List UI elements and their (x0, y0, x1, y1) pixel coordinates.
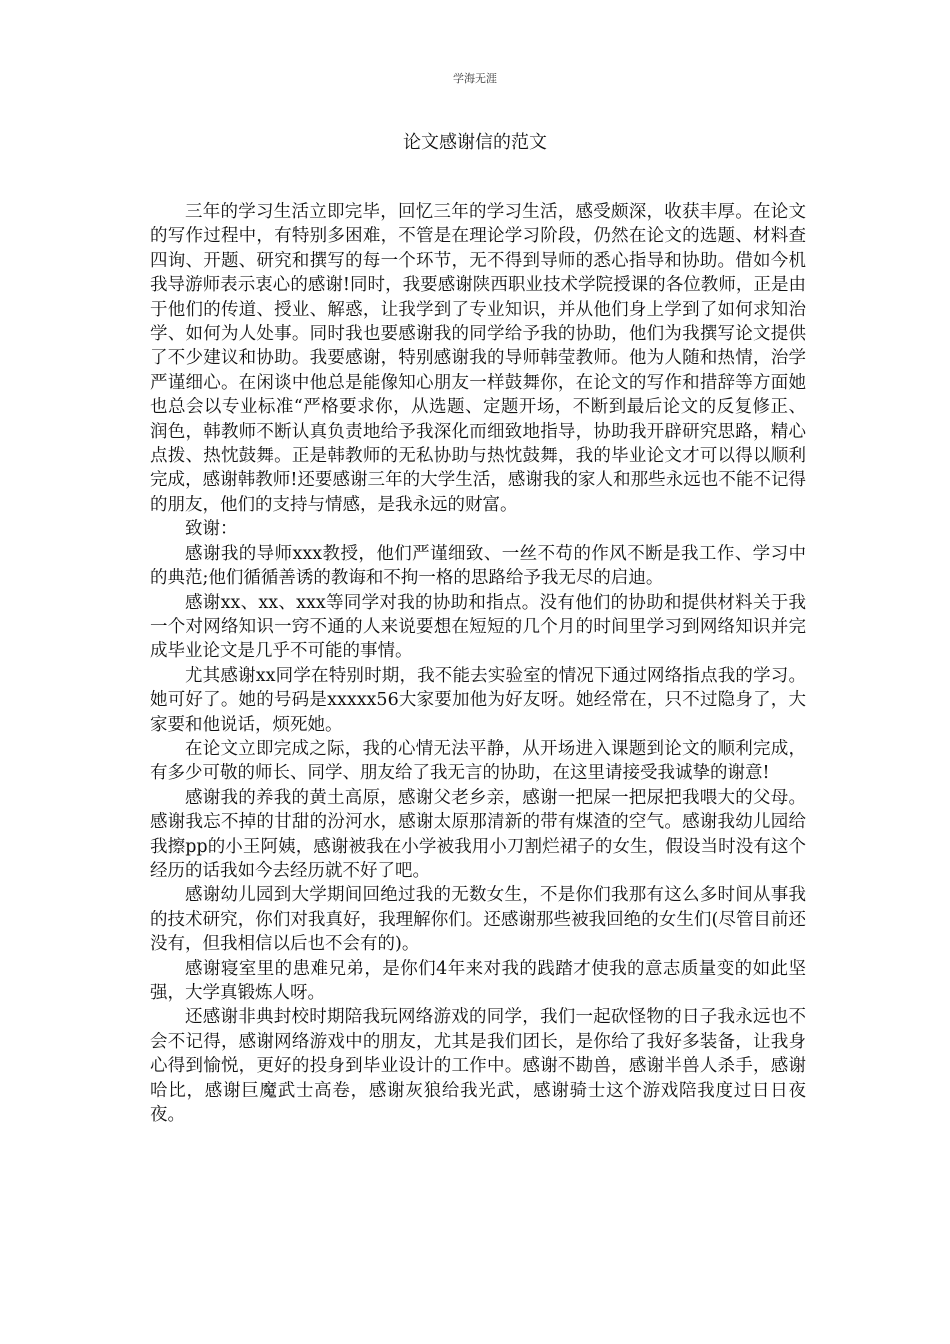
paragraph: 感谢我的养我的黄土高原，感谢父老乡亲，感谢一把屎一把尿把我喂大的父母。感谢我忘不掉的甘甜的汾河水，感谢太原那清新的带有煤渣的空气。感谢我幼儿园给我擦pp的小王阿姨，感谢被我在小学被我用小刀割烂裙子的女生，假设当时没有这个经历的话我如今去经历就不好了吧。 (150, 787, 806, 881)
paragraph: 三年的学习生活立即完毕，回忆三年的学习生活，感受颇深，收获丰厚。在论文的写作过程中，有特别多困难，不管是在理论学习阶段，仍然在论文的选题、材料查四询、开题、研究和撰写的每一个环节，无不得到导师的悉心指导和协助。借如今机我导游师表示衷心的感谢!同时，我要感谢陕西职业技术学院授课的各位教师，正是由于他们的传道、授业、解惑，让我学到了专业知识，并从他们身上学到了如何求知治学、如何为人处事。同时我也要感谢我的同学给予我的协助，他们为我撰写论文提供了不少建议和协助。我要感谢，特别感谢我的导师韩莹教师。他为人随和热情，治学严谨细心。在闲谈中他总是能像知心朋友一样鼓舞你，在论文的写作和措辞等方面她也总会以专业标准“严格要求你，从选题、定题开场，不断到最后论文的反复修正、润色，韩教师不断认真负责地给予我深化而细致地指导，协助我开辟研究思路，精心点拨、热忱鼓舞。正是韩教师的无私协助与热忱鼓舞，我的毕业论文才可以得以顺利完成，感谢韩教师!还要感谢三年的大学生活，感谢我的家人和那些永远也不能不记得的朋友，他们的支持与情感，是我永远的财富。 (150, 202, 806, 515)
document-body (150, 200, 806, 1127)
paragraph: 还感谢非典封校时期陪我玩网络游戏的同学，我们一起砍怪物的日子我永远也不会不记得，感谢网络游戏中的朋友，尤其是我们团长，是你给了我好多装备，让我身心得到愉悦，更好的投身到毕业设计的工作中。感谢不勘兽，感谢半兽人杀手，感谢哈比，感谢巨魔武士高卷，感谢灰狼给我光武，感谢骑士这个游戏陪我度过日日夜夜。 (150, 1007, 806, 1126)
paragraph: 感谢xx、xx、xxx等同学对我的协助和指点。没有他们的协助和提供材料关于我一个对网络知识一窍不通的人来说要想在短短的几个月的时间里学习到网络知识并完成毕业论文是几乎不可能的事情。 (150, 592, 806, 662)
paragraph: 感谢寝室里的患难兄弟，是你们4年来对我的践踏才使我的意志质量变的如此坚强，大学真锻炼人呀。 (150, 958, 806, 1003)
document-title: 论文感谢信的范文 (403, 132, 547, 153)
paragraph: 在论文立即完成之际，我的心情无法平静，从开场进入课题到论文的顺利完成，有多少可敬的师长、同学、朋友给了我无言的协助，在这里请接受我诚挚的谢意! (150, 738, 806, 784)
paragraph: 感谢幼儿园到大学期间回绝过我的无数女生，不是你们我那有这么多时间从事我的技术研究，你们对我真好，我理解你们。还感谢那些被我回绝的女生们(尽管目前还没有，但我相信以后也不会有的)。 (150, 885, 806, 955)
paragraph: 感谢我的导师xxx教授，他们严谨细致、一丝不苟的作风不断是我工作、学习中的典范;他们循循善诱的教诲和不拘一格的思路给予我无尽的启迪。 (150, 543, 806, 589)
paragraph: 尤其感谢xx同学在特别时期，我不能去实验室的情况下通过网络指点我的学习。她可好了。她的号码是xxxxx56大家要加他为好友呀。她经常在，只不过隐身了，大家要和他说话，烦死她。 (150, 665, 806, 735)
paragraph: 致谢： (185, 519, 238, 540)
page-header: 学海无涯 (453, 72, 497, 85)
